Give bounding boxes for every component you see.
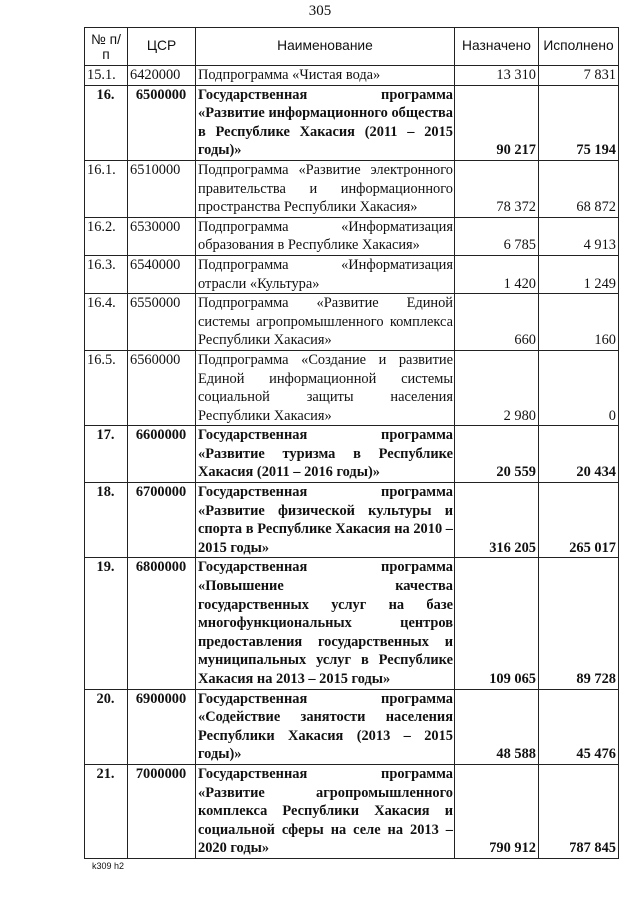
row-assigned: 1 420 <box>455 255 539 293</box>
row-num: 18. <box>85 483 128 558</box>
row-assigned: 78 372 <box>455 160 539 217</box>
row-executed: 7 831 <box>539 66 619 86</box>
row-csr: 6600000 <box>128 426 196 483</box>
row-name: Государственная программа «Развитие туризма в Республике Хакасия (2011 – 2016 годы)» <box>196 426 455 483</box>
row-num: 15.1. <box>85 66 128 86</box>
row-num: 16.3. <box>85 255 128 293</box>
row-num: 17. <box>85 426 128 483</box>
header-executed: Исполнено <box>539 28 619 66</box>
row-num: 16.4. <box>85 294 128 351</box>
row-name: Подпрограмма «Развитие электронного правительства и информационного пространства Республики Хакасия» <box>196 160 455 217</box>
row-executed: 75 194 <box>539 85 619 160</box>
row-executed: 68 872 <box>539 160 619 217</box>
row-name: Подпрограмма «Информатизация образования в Республике Хакасия» <box>196 217 455 255</box>
row-csr: 6420000 <box>128 66 196 86</box>
row-csr: 6560000 <box>128 350 196 425</box>
row-num: 16.1. <box>85 160 128 217</box>
row-num: 21. <box>85 764 128 858</box>
budget-table <box>84 27 619 859</box>
row-assigned: 90 217 <box>455 85 539 160</box>
row-num: 20. <box>85 689 128 764</box>
row-executed: 45 476 <box>539 689 619 764</box>
row-csr: 6540000 <box>128 255 196 293</box>
row-executed: 20 434 <box>539 426 619 483</box>
row-num: 16.5. <box>85 350 128 425</box>
row-name: Государственная программа «Содействие занятости населения Республики Хакасия (2013 – 2015 годы)» <box>196 689 455 764</box>
row-executed: 160 <box>539 294 619 351</box>
row-csr: 6550000 <box>128 294 196 351</box>
footer-code: k309 h2 <box>92 861 125 871</box>
row-name: Государственная программа «Развитие агропромышленного комплекса Республики Хакасия и социальной сферы на селе на 2013 – 2020 годы» <box>196 764 455 858</box>
row-name: Подпрограмма «Создание и развитие Единой информационной системы социальной защиты населения Республики Хакасия» <box>196 350 455 425</box>
row-executed: 265 017 <box>539 483 619 558</box>
table-row <box>85 255 619 293</box>
row-assigned: 13 310 <box>455 66 539 86</box>
table-row <box>85 217 619 255</box>
row-assigned: 316 205 <box>455 483 539 558</box>
page-number: 305 <box>308 3 332 19</box>
row-name: Государственная программа «Повышение качества государственных услуг на базе многофункциональных центров предоставления государственных и муниципальных услуг в Республике Хакасия на 2013 – 2015 годы» <box>196 558 455 689</box>
row-assigned: 660 <box>455 294 539 351</box>
row-csr: 6800000 <box>128 558 196 689</box>
row-name: Подпрограмма «Чистая вода» <box>196 66 455 86</box>
row-assigned: 6 785 <box>455 217 539 255</box>
row-name: Государственная программа «Развитие информационного общества в Республике Хакасия (2011 – 2015 годы)» <box>196 85 455 160</box>
row-csr: 6900000 <box>128 689 196 764</box>
table-row <box>85 294 619 351</box>
row-name: Подпрограмма «Информатизация отрасли «Культура» <box>196 255 455 293</box>
row-num: 16.2. <box>85 217 128 255</box>
row-executed: 89 728 <box>539 558 619 689</box>
row-executed: 4 913 <box>539 217 619 255</box>
table-row <box>85 66 619 86</box>
row-assigned: 20 559 <box>455 426 539 483</box>
row-csr: 6510000 <box>128 160 196 217</box>
table-row <box>85 764 619 858</box>
header-csr: ЦСР <box>128 28 196 66</box>
header-assigned: Назначено <box>455 28 539 66</box>
row-name: Подпрограмма «Развитие Единой системы агропромышленного комплекса Республики Хакасия» <box>196 294 455 351</box>
row-executed: 0 <box>539 350 619 425</box>
table-row <box>85 689 619 764</box>
table-row <box>85 350 619 425</box>
row-csr: 7000000 <box>128 764 196 858</box>
row-name: Государственная программа «Развитие физической культуры и спорта в Республике Хакасия на 2010 – 2015 годы» <box>196 483 455 558</box>
header-num: № п/п <box>85 28 128 66</box>
row-assigned: 109 065 <box>455 558 539 689</box>
row-csr: 6500000 <box>128 85 196 160</box>
table-row <box>85 160 619 217</box>
table-row <box>85 483 619 558</box>
row-num: 19. <box>85 558 128 689</box>
row-csr: 6700000 <box>128 483 196 558</box>
row-assigned: 48 588 <box>455 689 539 764</box>
table-row <box>85 558 619 689</box>
row-csr: 6530000 <box>128 217 196 255</box>
row-executed: 787 845 <box>539 764 619 858</box>
row-assigned: 2 980 <box>455 350 539 425</box>
header-name: Наименование <box>196 28 455 66</box>
row-num: 16. <box>85 85 128 160</box>
table-header-row <box>85 28 619 66</box>
row-assigned: 790 912 <box>455 764 539 858</box>
row-executed: 1 249 <box>539 255 619 293</box>
table-row <box>85 426 619 483</box>
table-row <box>85 85 619 160</box>
